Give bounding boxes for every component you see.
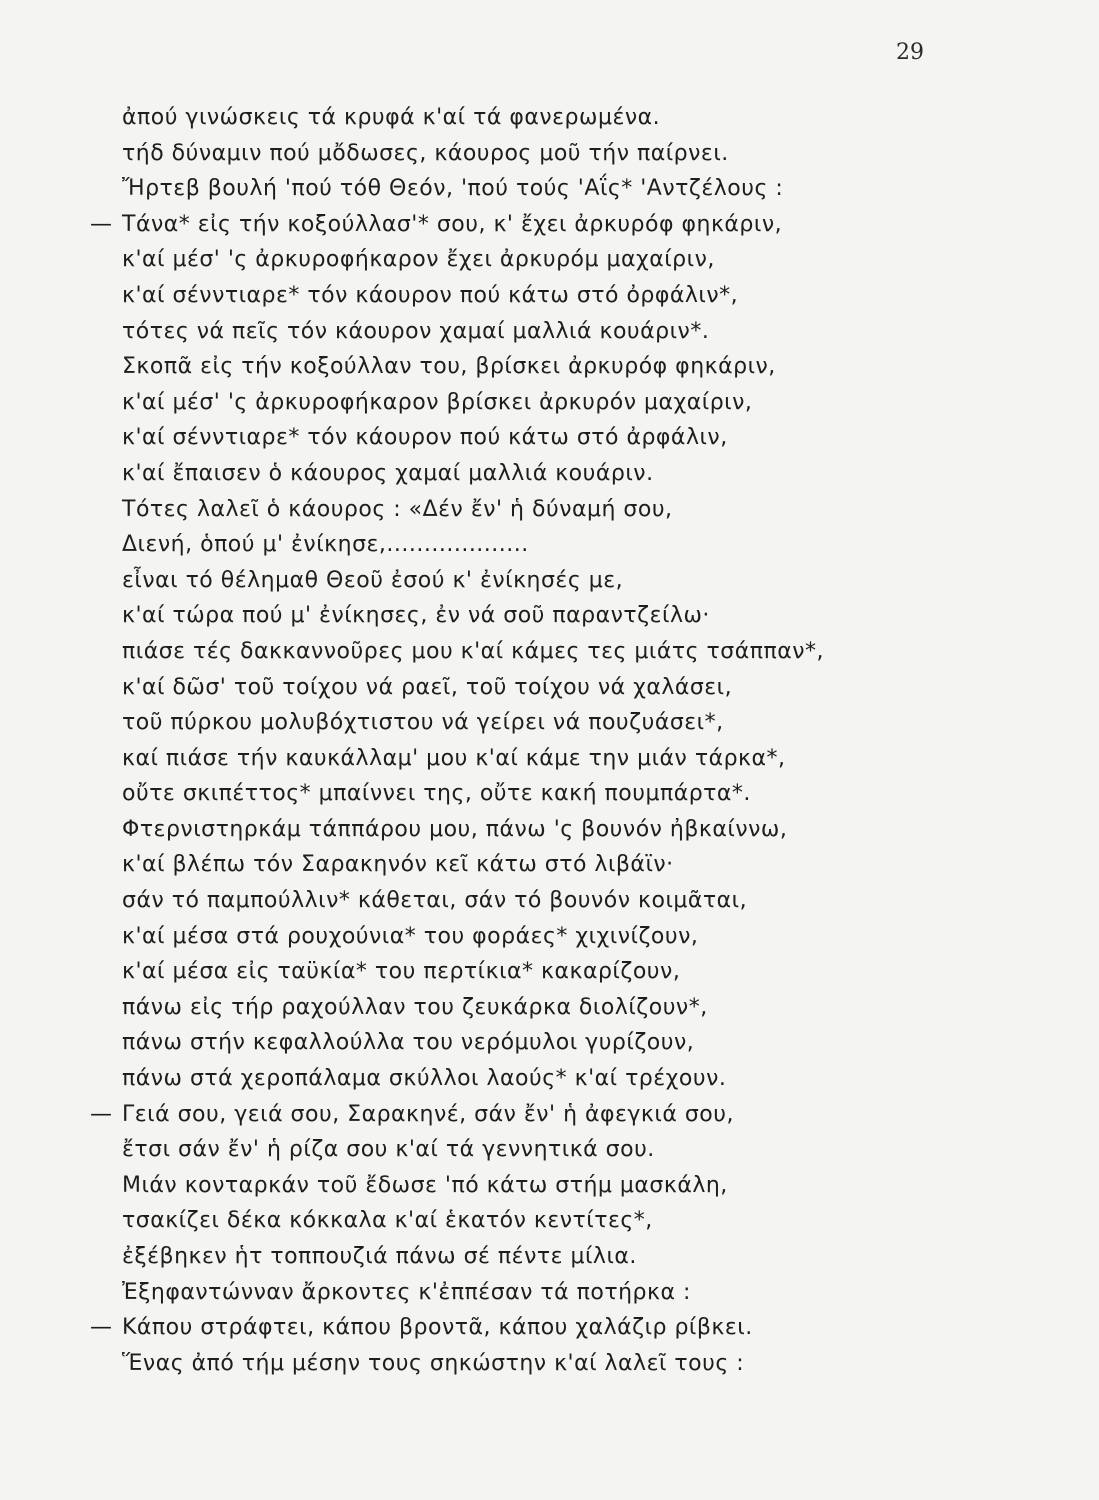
verse-text: τήδ δύναμιν πού μὄδωσες, κάουρος μοῦ τήν παίρνει.: [122, 140, 729, 166]
verse-text: καί πιάσε τήν καυκάλλαμ' μου κ'αί κάμε την μιάν τάρκα*,: [122, 745, 786, 771]
verse-line: [90, 1025, 1090, 1061]
verse-line: [90, 1346, 1090, 1382]
verse-text: κ'αί μέσα εἰς ταϋκία* του περτίκια* κακαρίζουν,: [122, 959, 681, 985]
dialogue-dash: —: [90, 1101, 113, 1127]
verse-line: [90, 1132, 1090, 1168]
verse-line: [90, 776, 1090, 812]
verse-line: [90, 883, 1090, 919]
verse-text: Κάπου στράφτει, κάπου βροντᾶ, κάπου χαλάζιρ ρίβκει.: [122, 1315, 753, 1341]
verse-line: [90, 847, 1090, 883]
verse-line: [90, 385, 1090, 421]
verse-line: [90, 598, 1090, 634]
verse-line: [90, 1168, 1090, 1204]
verse-text: κ'αί σένντιαρε* τόν κάουρον πού κάτω στό ὀρφάλιν*,: [122, 282, 739, 308]
verse-line: [90, 1061, 1090, 1097]
verse-line: [90, 563, 1090, 599]
dialogue-dash: —: [90, 1315, 113, 1341]
verse-line: [90, 456, 1090, 492]
verse-line: [90, 136, 1090, 172]
verse-line: [90, 349, 1090, 385]
verse-line: [90, 919, 1090, 955]
page-number: 29: [896, 40, 924, 65]
verse-text: Σκοπᾶ εἰς τήν κοξούλλαν του, βρίσκει ἀρκυρόφ φηκάριν,: [122, 354, 776, 380]
verse-text: κ'αί μέσ' 'ς ἀρκυροφήκαρον ἔχει ἀρκυρόμ μαχαίριν,: [122, 247, 715, 273]
verse-text: κ'αί ἔπαισεν ὁ κάουρος χαμαί μαλλιά κουάριν.: [122, 460, 654, 486]
verse-line: [90, 242, 1090, 278]
verse-text: κ'αί δῶσ' τοῦ τοίχου νά ραεῖ, τοῦ τοίχου νά χαλάσει,: [122, 674, 733, 700]
verse-text: τότες νά πεῖς τόν κάουρον χαμαί μαλλιά κουάριν*.: [122, 318, 710, 344]
verse-text: τοῦ πύρκου μολυβόχτιστου νά γείρει νά πουζυάσει*,: [122, 710, 724, 736]
verse-line: [90, 1203, 1090, 1239]
verse-text: Μιάν κονταρκάν τοῦ ἔδωσε 'πό κάτω στήμ μασκάλη,: [122, 1172, 728, 1198]
verse-text: Διενή, ὁπού μ' ἐνίκησε,...................: [122, 532, 529, 558]
verse-line: [90, 1097, 1090, 1133]
verse-line: [90, 1239, 1090, 1275]
verse-text: Τότες λαλεῖ ὁ κάουρος : «Δέν ἔν' ἡ δύναμή σου,: [122, 496, 673, 522]
verse-line: [90, 705, 1090, 741]
verse-line: [90, 207, 1090, 243]
verse-line: [90, 1310, 1090, 1346]
verse-line: [90, 527, 1090, 563]
verse-text: σάν τό παμπούλλιν* κάθεται, σάν τό βουνόν κοιμᾶται,: [122, 888, 748, 914]
verse-text: πάνω στήν κεφαλλούλλα του νερόμυλοι γυρίζουν,: [122, 1030, 695, 1056]
verse-text: Φτερνιστηρκάμ τάππάρου μου, πάνω 'ς βουνόν ἠβκαίννω,: [122, 816, 788, 842]
verse-line: [90, 634, 1090, 670]
verse-text: Γειά σου, γειά σου, Σαρακηνέ, σάν ἔν' ἡ ἀφεγκιά σου,: [122, 1101, 734, 1127]
verse-line: [90, 171, 1090, 207]
verse-text: Ἕνας ἀπό τήμ μέσην τους σηκώστην κ'αί λαλεῖ τους :: [122, 1350, 745, 1376]
verse-line: [90, 1275, 1090, 1311]
verse-text: Ἤρτεβ βουλή 'πού τόθ Θεόν, 'πού τούς 'Αΐς* 'Αντζέλους :: [122, 176, 784, 202]
verse-text: ἀπού γινώσκεις τά κρυφά κ'αί τά φανερωμένα.: [122, 105, 661, 130]
verse-line: [90, 741, 1090, 777]
verse-text: κ'αί βλέπω τόν Σαρακηνόν κεῖ κάτω στό λιβάϊν·: [122, 852, 674, 878]
verse-line: [90, 314, 1090, 350]
verse-text: οὔτε σκιπέττος* μπαίννει της, οὔτε κακή πουμπάρτα*.: [122, 781, 751, 807]
verse-line: [90, 812, 1090, 848]
verse-text: ἐξέβηκεν ἡτ τοππουζιά πάνω σέ πέντε μίλια.: [122, 1244, 637, 1269]
dialogue-dash: —: [90, 211, 113, 237]
verse-line: [90, 670, 1090, 706]
verse-line: [90, 954, 1090, 990]
verse-line: [90, 100, 1090, 136]
verse-line: [90, 990, 1090, 1026]
verse-text: Τάνα* εἰς τήν κοξούλλασ'* σου, κ' ἔχει ἀρκυρόφ φηκάριν,: [122, 211, 783, 237]
verse-text: κ'αί μέσα στά ρουχούνια* του φοράες* χιχινίζουν,: [122, 923, 699, 949]
verse-text: κ'αί σένντιαρε* τόν κάουρον πού κάτω στό ἀρφάλιν,: [122, 425, 728, 451]
verse-text: κ'αί τώρα πού μ' ἐνίκησες, ἐν νά σοῦ παραντζείλω·: [122, 603, 710, 629]
verse-text: Ἐξηφαντώνναν ἄρκοντες κ'ἐππέσαν τά ποτήρκα :: [122, 1279, 691, 1305]
verse-line: [90, 278, 1090, 314]
verse-line: [90, 420, 1090, 456]
verse-text: εἶναι τό θέλημαθ Θεοῦ ἐσού κ' ἐνίκησές με,: [122, 567, 624, 593]
verse-text: πιάσε τές δακκαννοῦρες μου κ'αί κάμες τες μιάτς τσάππαν*,: [122, 638, 824, 664]
verse-text: τσακίζει δέκα κόκκαλα κ'αί ἑκατόν κεντίτες*,: [122, 1208, 653, 1234]
verse-text: πάνω στά χεροπάλαμα σκύλλοι λαούς* κ'αί τρέχουν.: [122, 1066, 727, 1092]
verse-text: ἔτσι σάν ἔν' ἡ ρίζα σου κ'αί τά γεννητικά σου.: [122, 1137, 655, 1163]
poem-verses: [90, 100, 1090, 1381]
verse-text: πάνω εἰς τήρ ραχούλλαν του ζευκάρκα διολίζουν*,: [122, 994, 708, 1020]
verse-text: κ'αί μέσ' 'ς ἀρκυροφήκαρον βρίσκει ἀρκυρόν μαχαίριν,: [122, 389, 753, 415]
verse-line: [90, 492, 1090, 528]
